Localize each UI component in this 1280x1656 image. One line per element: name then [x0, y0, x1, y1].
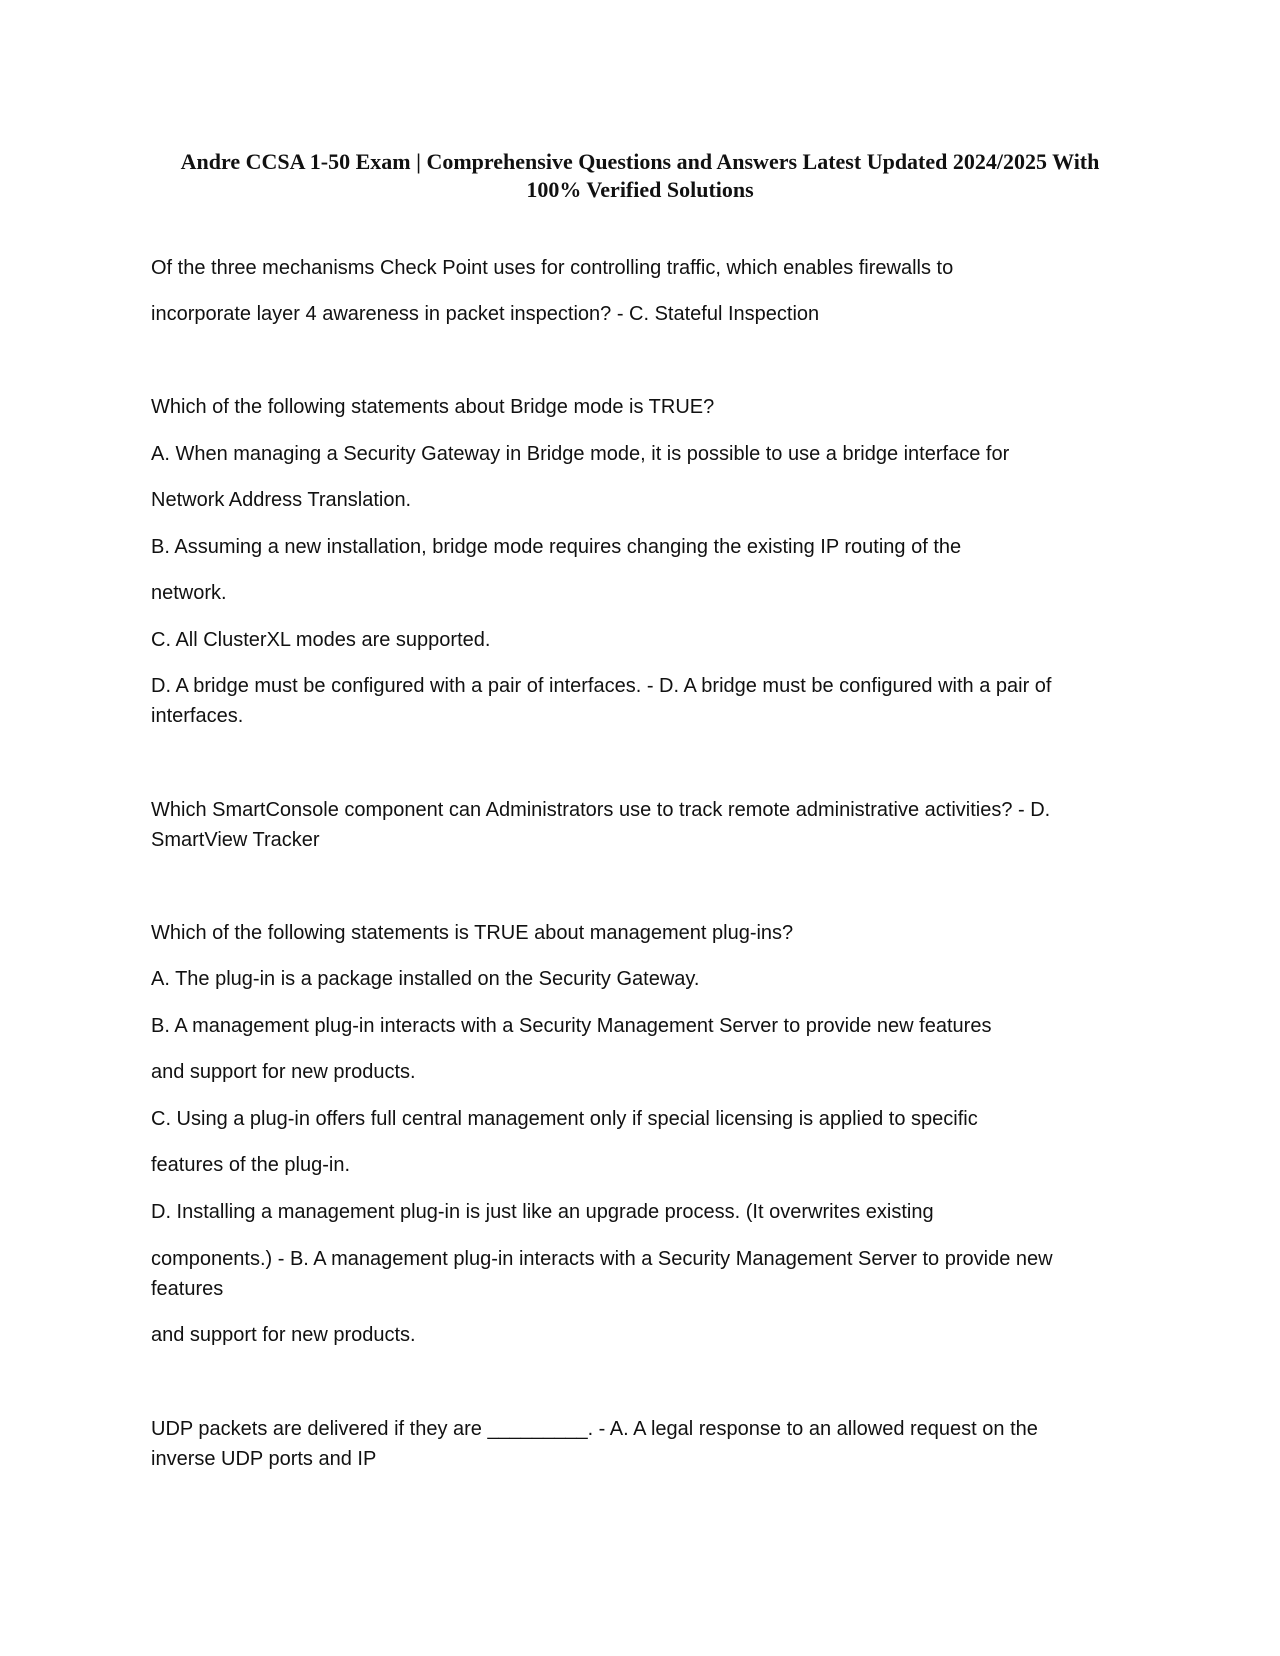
q4-option-d-line-4: and support for new products. — [151, 1324, 416, 1346]
q2-option-a-line-2: Network Address Translation. — [151, 489, 412, 511]
q2-option-b-line-1: B. Assuming a new installation, bridge mode requires changing the existing IP routing of the — [151, 536, 962, 558]
q3-line-2: SmartView Tracker — [151, 829, 320, 851]
q4-option-d-line-2: components.) - B. A management plug-in interacts with a Security Management Server to provide new — [151, 1248, 1053, 1270]
title-line-2: 100% Verified Solutions — [526, 177, 754, 202]
q2-option-c: C. All ClusterXL modes are supported. — [151, 629, 491, 651]
q4-option-c-line-1: C. Using a plug-in offers full central management only if special licensing is applied to specific — [151, 1108, 978, 1130]
q2-option-b-line-2: network. — [151, 582, 227, 604]
q4-option-b-line-2: and support for new products. — [151, 1061, 416, 1083]
q4-option-b-line-1: B. A management plug-in interacts with a Security Management Server to provide new features — [151, 1015, 992, 1037]
title-line-1: Andre CCSA 1-50 Exam | Comprehensive Questions and Answers Latest Updated 2024/2025 With — [180, 149, 1100, 174]
q4-option-d-line-3: features — [151, 1278, 224, 1300]
q4-option-c-line-2: features of the plug-in. — [151, 1154, 351, 1176]
q2-option-d-line-1: D. A bridge must be configured with a pair of interfaces. - D. A bridge must be configured with a pair of — [151, 675, 1052, 697]
q4-option-a: A. The plug-in is a package installed on the Security Gateway. — [151, 968, 700, 990]
q3-line-1: Which SmartConsole component can Administrators use to track remote administrative activities? - D. — [151, 799, 1051, 821]
q5-line-1: UDP packets are delivered if they are _________. - A. A legal response to an allowed request on the — [151, 1418, 1038, 1440]
q1-line-1: Of the three mechanisms Check Point uses for controlling traffic, which enables firewalls to — [151, 257, 954, 279]
q2-option-a-line-1: A. When managing a Security Gateway in Bridge mode, it is possible to use a bridge interface for — [151, 443, 1010, 465]
q2-question: Which of the following statements about Bridge mode is TRUE? — [151, 396, 715, 418]
q4-question: Which of the following statements is TRUE about management plug-ins? — [151, 922, 794, 944]
q2-option-d-line-2: interfaces. — [151, 705, 244, 727]
q1-line-2: incorporate layer 4 awareness in packet inspection? - C. Stateful Inspection — [151, 303, 820, 325]
q4-option-d-line-1: D. Installing a management plug-in is just like an upgrade process. (It overwrites existing — [151, 1201, 934, 1223]
document-title — [140, 148, 1140, 204]
q5-line-2: inverse UDP ports and IP — [151, 1448, 377, 1470]
